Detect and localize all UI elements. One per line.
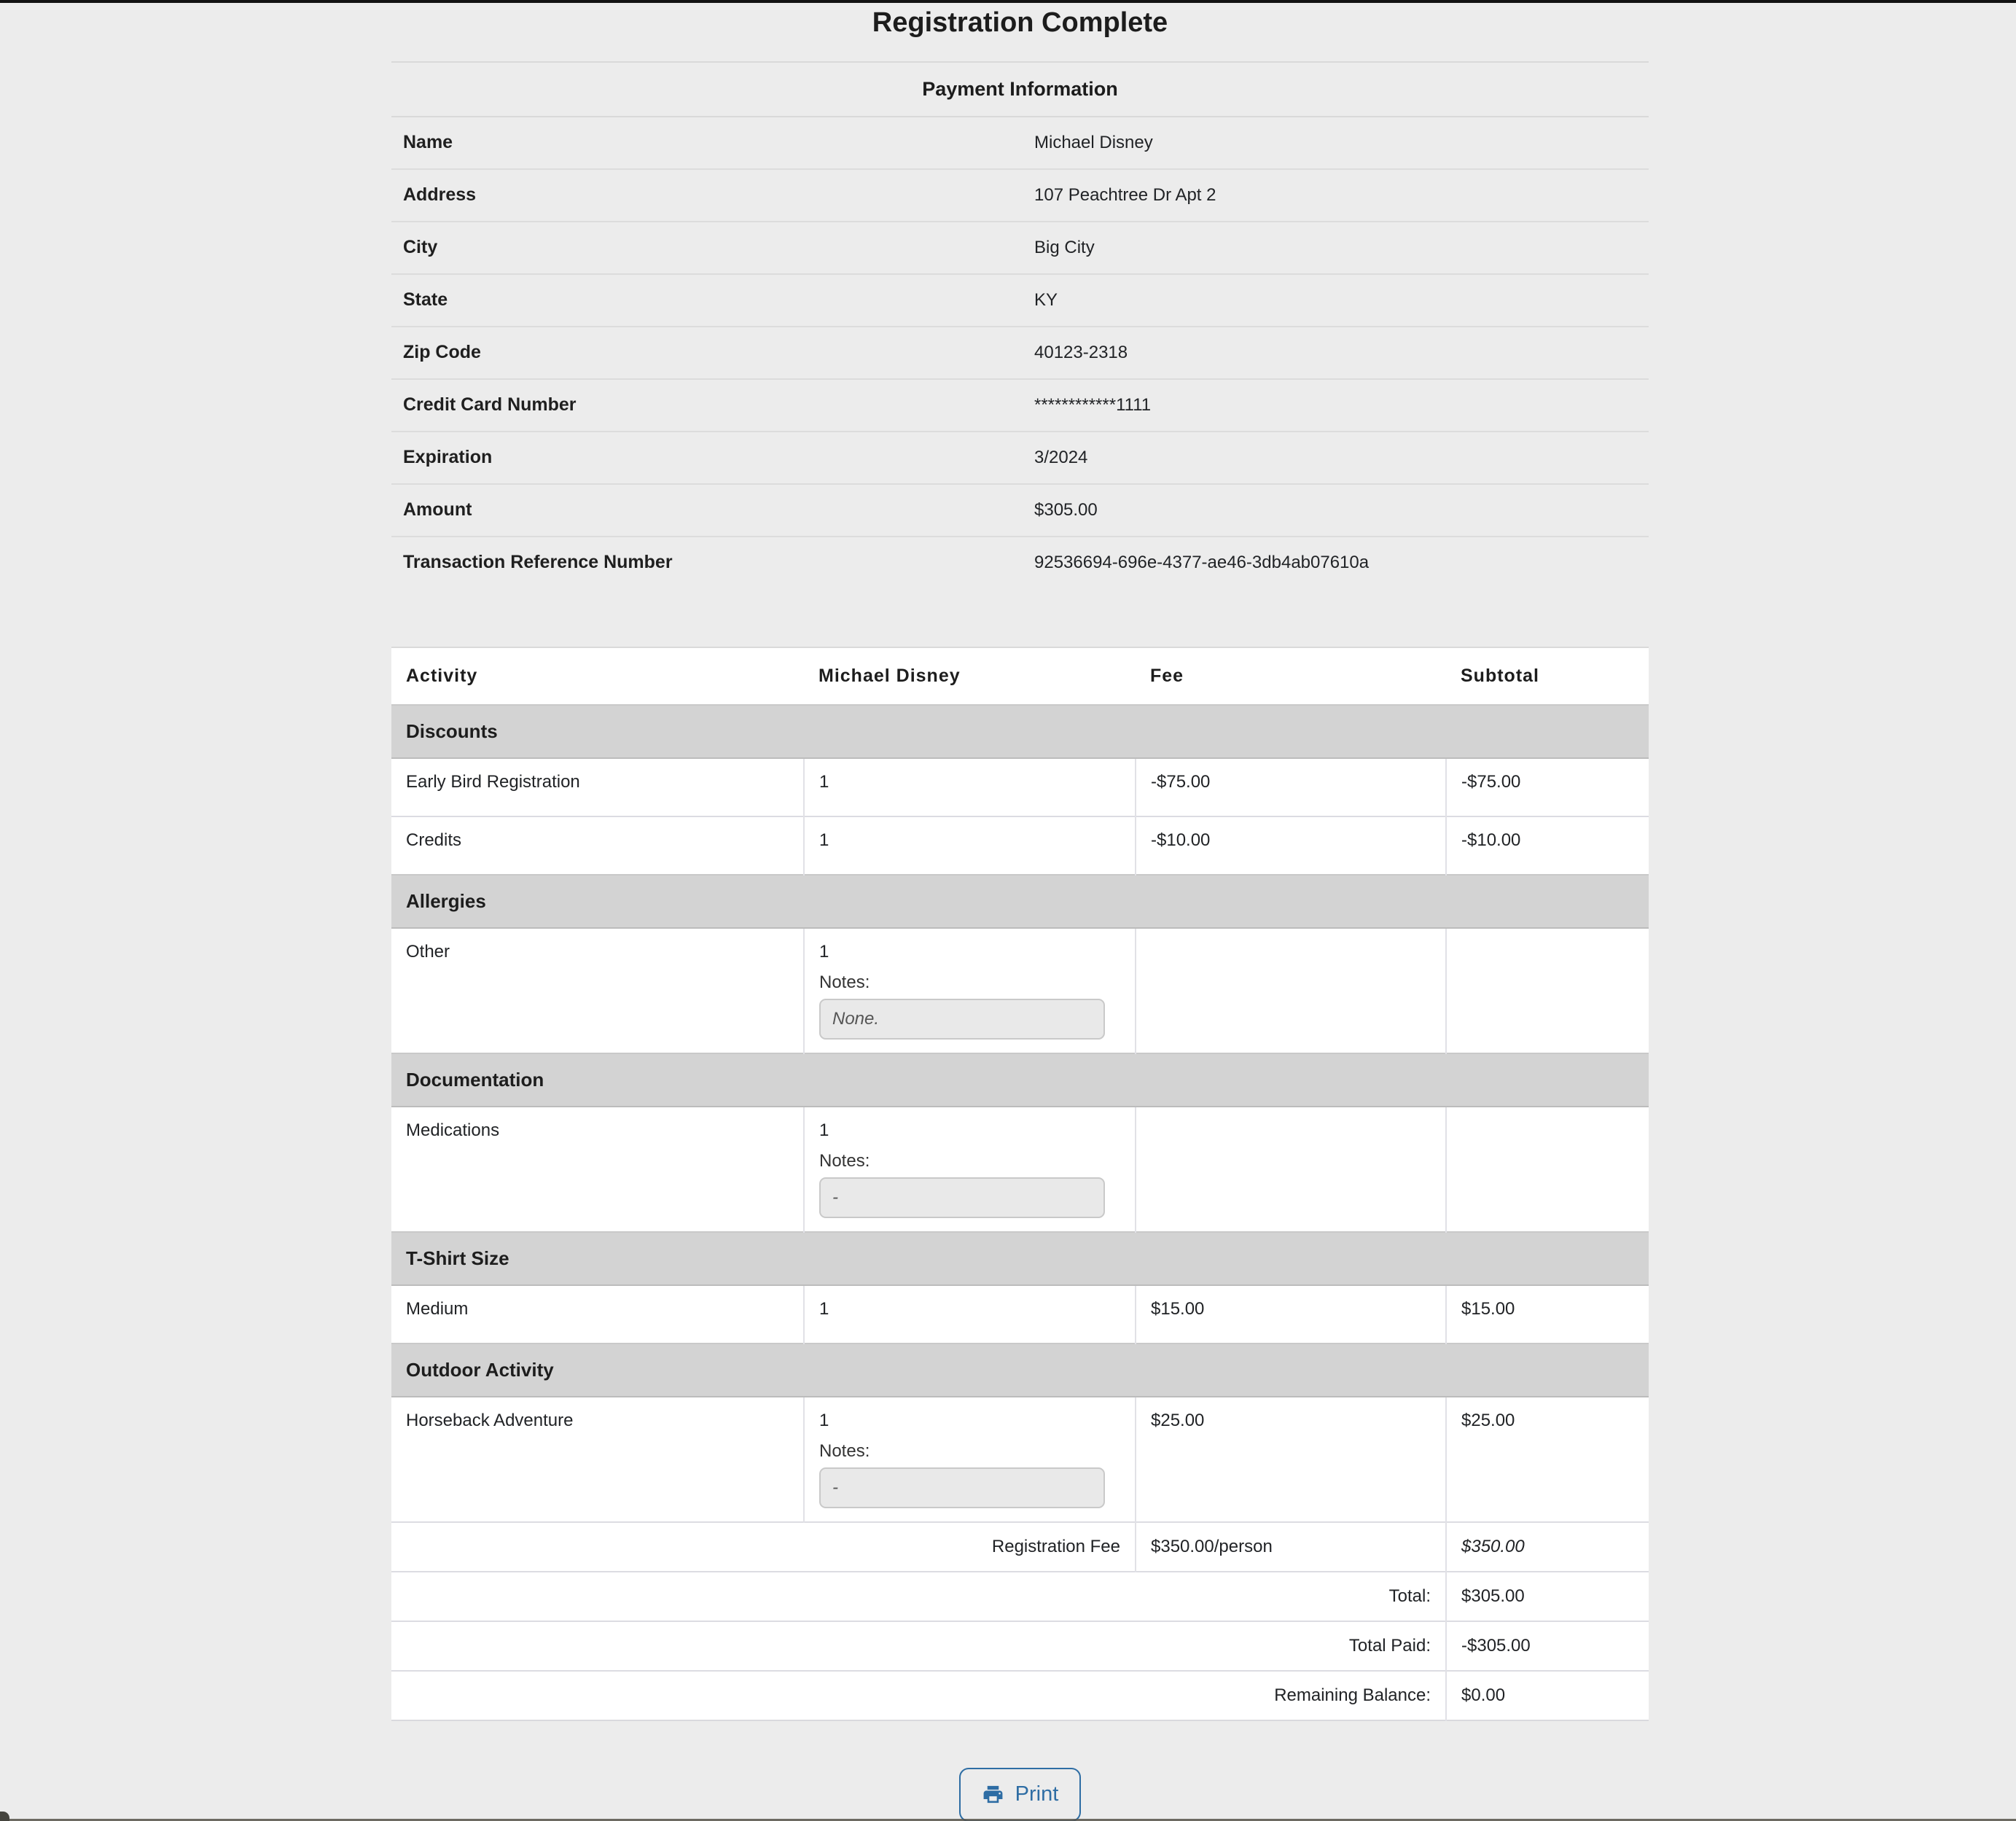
- total-label: Total:: [391, 1572, 1446, 1621]
- registration-fee-label: Registration Fee: [391, 1522, 1136, 1572]
- total-value: $0.00: [1446, 1671, 1649, 1720]
- payment-row: [391, 273, 1649, 326]
- total-label: Remaining Balance:: [391, 1671, 1446, 1720]
- quantity-cell: [804, 816, 1136, 875]
- notes-textarea: None.: [819, 999, 1105, 1040]
- notes-textarea: -: [819, 1177, 1105, 1218]
- column-header: Subtotal: [1446, 647, 1649, 705]
- section-header: T-Shirt Size: [391, 1232, 1649, 1285]
- section-header: Discounts: [391, 705, 1649, 758]
- total-value: -$305.00: [1446, 1621, 1649, 1671]
- subtotal-cell: -$10.00: [1446, 816, 1649, 875]
- notes-label: Notes:: [819, 972, 870, 992]
- page-title: Registration Complete: [872, 7, 1168, 38]
- quantity-cell: [804, 1107, 1136, 1232]
- payment-field-label: Amount: [403, 499, 472, 520]
- activity-cell: Credits: [391, 816, 804, 875]
- payment-field-value: KY: [1034, 289, 1058, 310]
- total-label: Total Paid:: [391, 1621, 1446, 1671]
- table-row: [391, 1285, 1649, 1344]
- table-header-row: [391, 647, 1649, 705]
- payment-field-label: State: [403, 289, 448, 310]
- section-header-row: [391, 1344, 1649, 1397]
- quantity-value: 1: [819, 1120, 829, 1140]
- subtotal-cell: $15.00: [1446, 1285, 1649, 1344]
- quantity-cell: [804, 1397, 1136, 1522]
- table-row: [391, 816, 1649, 875]
- column-header: Michael Disney: [804, 647, 1136, 705]
- payment-field-value: 3/2024: [1034, 447, 1088, 467]
- notes-textarea: -: [819, 1467, 1105, 1508]
- payment-row: [391, 117, 1649, 168]
- section-header: Outdoor Activity: [391, 1344, 1649, 1397]
- activity-cell: Horseback Adventure: [391, 1397, 804, 1522]
- notes-label: Notes:: [819, 1440, 870, 1461]
- quantity-cell: [804, 1285, 1136, 1344]
- section-header-row: [391, 1053, 1649, 1107]
- section-header-row: [391, 1232, 1649, 1285]
- payment-field-value: ************1111: [1034, 394, 1152, 415]
- activity-cell: Medications: [391, 1107, 804, 1232]
- section-header: Allergies: [391, 875, 1649, 928]
- section-header-row: [391, 705, 1649, 758]
- notes-label: Notes:: [819, 1150, 870, 1171]
- payment-row: [391, 326, 1649, 378]
- payment-field-label: Credit Card Number: [403, 394, 577, 415]
- payment-row: [391, 221, 1649, 273]
- quantity-value: 1: [819, 771, 829, 792]
- fee-cell: [1136, 1107, 1446, 1232]
- payment-row: [391, 378, 1649, 431]
- registration-fee-value: $350.00/person: [1136, 1522, 1446, 1572]
- payment-section-header: [391, 61, 1649, 117]
- total-value: $305.00: [1446, 1572, 1649, 1621]
- quantity-value: 1: [819, 1298, 829, 1319]
- fee-cell: $15.00: [1136, 1285, 1446, 1344]
- payment-field-value: 107 Peachtree Dr Apt 2: [1034, 184, 1216, 205]
- table-row: [391, 758, 1649, 816]
- subtotal-cell: -$75.00: [1446, 758, 1649, 816]
- activity-cell: Other: [391, 928, 804, 1053]
- payment-row: [391, 536, 1649, 588]
- fee-cell: -$10.00: [1136, 816, 1446, 875]
- quantity-value: 1: [819, 941, 829, 962]
- payment-field-value: $305.00: [1034, 499, 1098, 520]
- subtotal-cell: [1446, 1107, 1649, 1232]
- print-button-label: Print: [1015, 1782, 1059, 1806]
- table-row: [391, 1397, 1649, 1522]
- payment-field-label: City: [403, 237, 438, 257]
- section-header-row: [391, 875, 1649, 928]
- table-row: [391, 1107, 1649, 1232]
- quantity-value: 1: [819, 1410, 829, 1430]
- payment-field-value: Michael Disney: [1034, 132, 1153, 152]
- print-button[interactable]: [959, 1768, 1082, 1821]
- subtotal-cell: [1446, 928, 1649, 1053]
- registration-fee-row: [391, 1522, 1649, 1572]
- registration-fee-subtotal: $350.00: [1446, 1522, 1649, 1572]
- total-row: [391, 1671, 1649, 1720]
- bottom-left-nub: [0, 1812, 9, 1821]
- payment-field-label: Transaction Reference Number: [403, 552, 673, 572]
- section-header: Documentation: [391, 1053, 1649, 1107]
- payment-row: [391, 431, 1649, 483]
- activity-cell: Early Bird Registration: [391, 758, 804, 816]
- content: [391, 3, 1649, 1821]
- subtotal-cell: $25.00: [1446, 1397, 1649, 1522]
- total-row: [391, 1621, 1649, 1671]
- fee-cell: [1136, 928, 1446, 1053]
- payment-field-value: 40123-2318: [1034, 342, 1128, 362]
- payment-row: [391, 483, 1649, 536]
- payment-field-value: Big City: [1034, 237, 1095, 257]
- payment-section-title: Payment Information: [922, 77, 1118, 100]
- fee-cell: -$75.00: [1136, 758, 1446, 816]
- payment-row: [391, 168, 1649, 221]
- quantity-cell: [804, 928, 1136, 1053]
- fee-cell: $25.00: [1136, 1397, 1446, 1522]
- column-header: Fee: [1136, 647, 1446, 705]
- print-button-area: [391, 1768, 1649, 1821]
- printer-icon: [982, 1783, 1004, 1806]
- quantity-cell: [804, 758, 1136, 816]
- payment-field-label: Name: [403, 132, 453, 152]
- payment-field-value: 92536694-696e-4377-ae46-3db4ab07610a: [1034, 552, 1370, 572]
- quantity-value: 1: [819, 830, 829, 850]
- payment-field-label: Zip Code: [403, 342, 481, 362]
- payment-field-label: Address: [403, 184, 477, 205]
- payment-field-label: Expiration: [403, 447, 493, 467]
- activity-table: [391, 647, 1649, 1721]
- activity-cell: Medium: [391, 1285, 804, 1344]
- column-header: Activity: [391, 647, 804, 705]
- total-row: [391, 1572, 1649, 1621]
- payment-info-list: [391, 117, 1649, 588]
- table-row: [391, 928, 1649, 1053]
